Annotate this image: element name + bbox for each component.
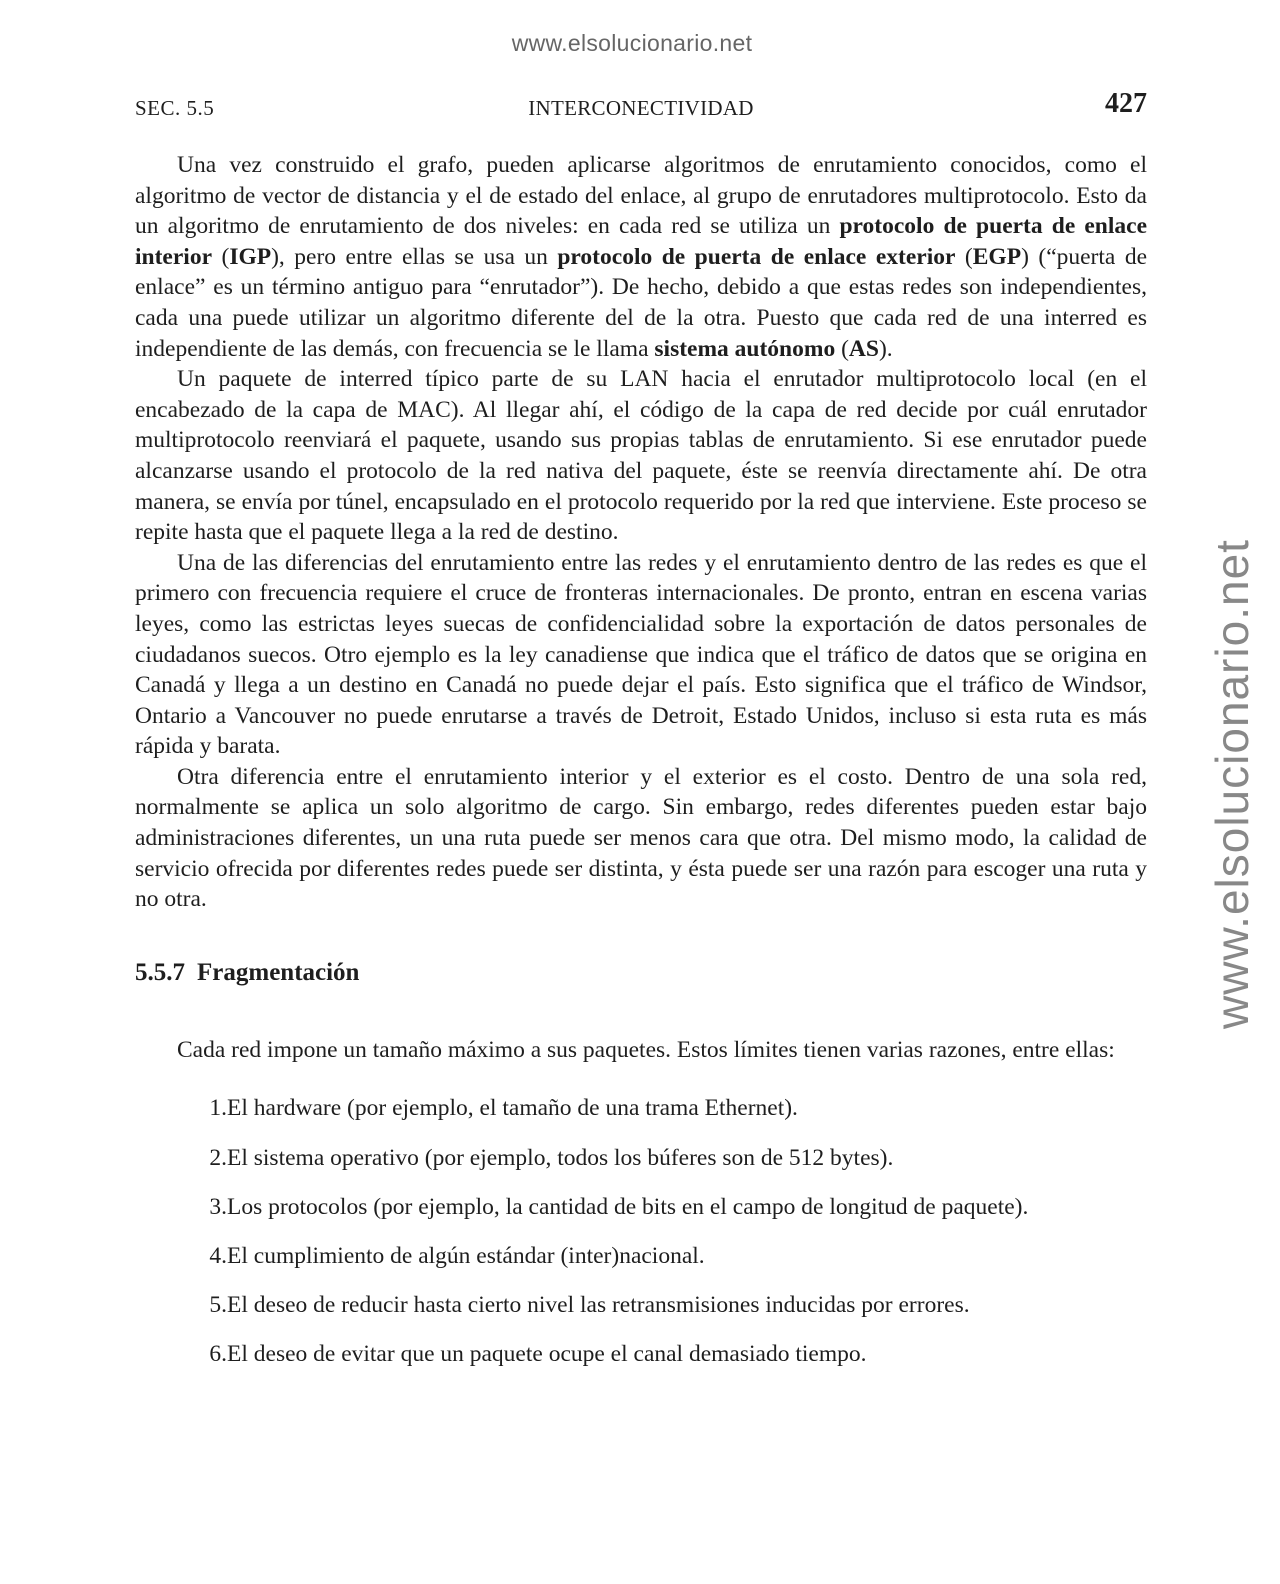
list-item — [135, 1192, 1147, 1223]
list-item — [135, 1241, 1147, 1272]
reasons-list — [135, 1093, 1147, 1369]
list-number: 4. — [209, 1242, 227, 1269]
list-text: El cumplimiento de algún estándar (inter)nacional. — [227, 1242, 705, 1269]
paragraph-text: ( — [955, 243, 973, 270]
paragraph-2: Un paquete de interred típico parte de su LAN hacia el enrutador multiprotocolo local (en el encabezado de la capa de MAC). Al llegar ahí, el código de la capa de red decide por cuál enrutador multiprotocolo reenviará el paquete, usando sus propias tablas de enrutamiento. Si ese enrutador puede alcanzarse usando el protocolo de la red nativa del paquete, éste se reenvía directamente ahí. De otra manera, se envía por túnel, encapsulado en el protocolo requerido por la red que interviene. Este proceso se repite hasta que el paquete llega a la red de destino. — [135, 366, 1147, 546]
list-text: El hardware (por ejemplo, el tamaño de una trama Ethernet). — [227, 1095, 798, 1122]
list-number: 5. — [209, 1291, 227, 1318]
list-text: El deseo de evitar que un paquete ocupe el canal demasiado tiempo. — [227, 1340, 867, 1367]
chapter-title: INTERCONECTIVIDAD — [528, 96, 754, 120]
watermark-top: www.elsolucionario.net — [511, 30, 753, 56]
section-heading — [135, 957, 1147, 989]
page-number: 427 — [1105, 88, 1147, 119]
paragraph-text: ( — [212, 243, 230, 270]
watermark-side: www.elsolucionario.net — [1206, 539, 1258, 1029]
list-item — [135, 1290, 1147, 1321]
list-item — [135, 1143, 1147, 1174]
term-igp-acronym: IGP — [229, 243, 272, 270]
term-as-name: sistema autónomo — [654, 335, 836, 362]
page-body — [135, 150, 1147, 1388]
list-number: 6. — [209, 1340, 227, 1367]
paragraph-3: Una de las diferencias del enrutamiento entre las redes y el enrutamiento dentro de las redes es que el primero con frecuencia requiere el cruce de fronteras internacionales. De pronto, entran en escena varias leyes, como las estrictas leyes suecas de confidencialidad sobre la exportación de datos personales de ciudadanos suecos. Otro ejemplo es la ley canadiense que indica que el tráfico de datos que se origina en Canadá y llega a un destino en Canadá no puede dejar el país. Esto significa que el tráfico de Windsor, Ontario a Vancouver no puede enrutarse a través de Detroit, Estado Unidos, incluso si esta ruta es más rápida y barata. — [135, 549, 1147, 760]
paragraph-text: Una vez construido el grafo, pueden aplicarse algoritmos de enrutamiento conocidos, como el algoritmo de vector de distancia y el de estado del enlace, al grupo de enrutadores multiprotocolo. Esto da un algoritmo de enrutamiento de dos niveles: en cada red se utiliza un — [135, 152, 1147, 240]
list-number: 3. — [209, 1193, 227, 1220]
term-igp-name: protocolo de puerta de enlace interior — [135, 213, 1147, 270]
paragraph-text: ). — [878, 335, 893, 362]
term-egp-name: protocolo de puerta de enlace exterior — [557, 243, 956, 270]
paragraph-text: ), pero entre ellas se usa un — [271, 243, 558, 270]
paragraph-4: Otra diferencia entre el enrutamiento interior y el exterior es el costo. Dentro de una sola red, normalmente se aplica un solo algoritmo de cargo. Sin embargo, redes diferentes pueden estar bajo administraciones diferentes, un una ruta puede ser menos cara que otra. Del mismo modo, la calidad de servicio ofrecida por diferentes redes puede ser distinta, y ésta puede ser una razón para escoger una ruta y no otra. — [135, 763, 1147, 913]
running-head — [135, 88, 1147, 128]
list-number: 2. — [209, 1144, 227, 1171]
term-egp-acronym: EGP — [972, 243, 1022, 270]
paragraph-5: Cada red impone un tamaño máximo a sus paquetes. Estos límites tienen varias razones, entre ellas: — [177, 1036, 1115, 1063]
list-number: 1. — [209, 1095, 227, 1122]
list-item — [135, 1339, 1147, 1370]
list-text: El deseo de reducir hasta cierto nivel las retransmisiones inducidas por errores. — [227, 1291, 970, 1318]
list-item — [135, 1093, 1147, 1124]
list-text: El sistema operativo (por ejemplo, todos los búferes son de 512 bytes). — [227, 1144, 894, 1171]
section-number: 5.5.7 — [135, 958, 185, 986]
paragraph-text: ( — [835, 335, 849, 362]
list-text: Los protocolos (por ejemplo, la cantidad de bits en el campo de longitud de paquete). — [227, 1193, 1029, 1220]
section-title: Fragmentación — [197, 958, 360, 986]
paragraph-1 — [135, 150, 1147, 364]
paragraph-text: ) (“puerta de enlace” es un término antiguo para “enrutador”). De hecho, debido a que estas redes son independientes, cada una puede utilizar un algoritmo diferente del de la otra. Puesto que cada red de una interred es independiente de las demás, con frecuencia se le llama — [135, 243, 1148, 362]
term-as-acronym: AS — [848, 335, 879, 362]
section-label: SEC. 5.5 — [135, 96, 215, 120]
